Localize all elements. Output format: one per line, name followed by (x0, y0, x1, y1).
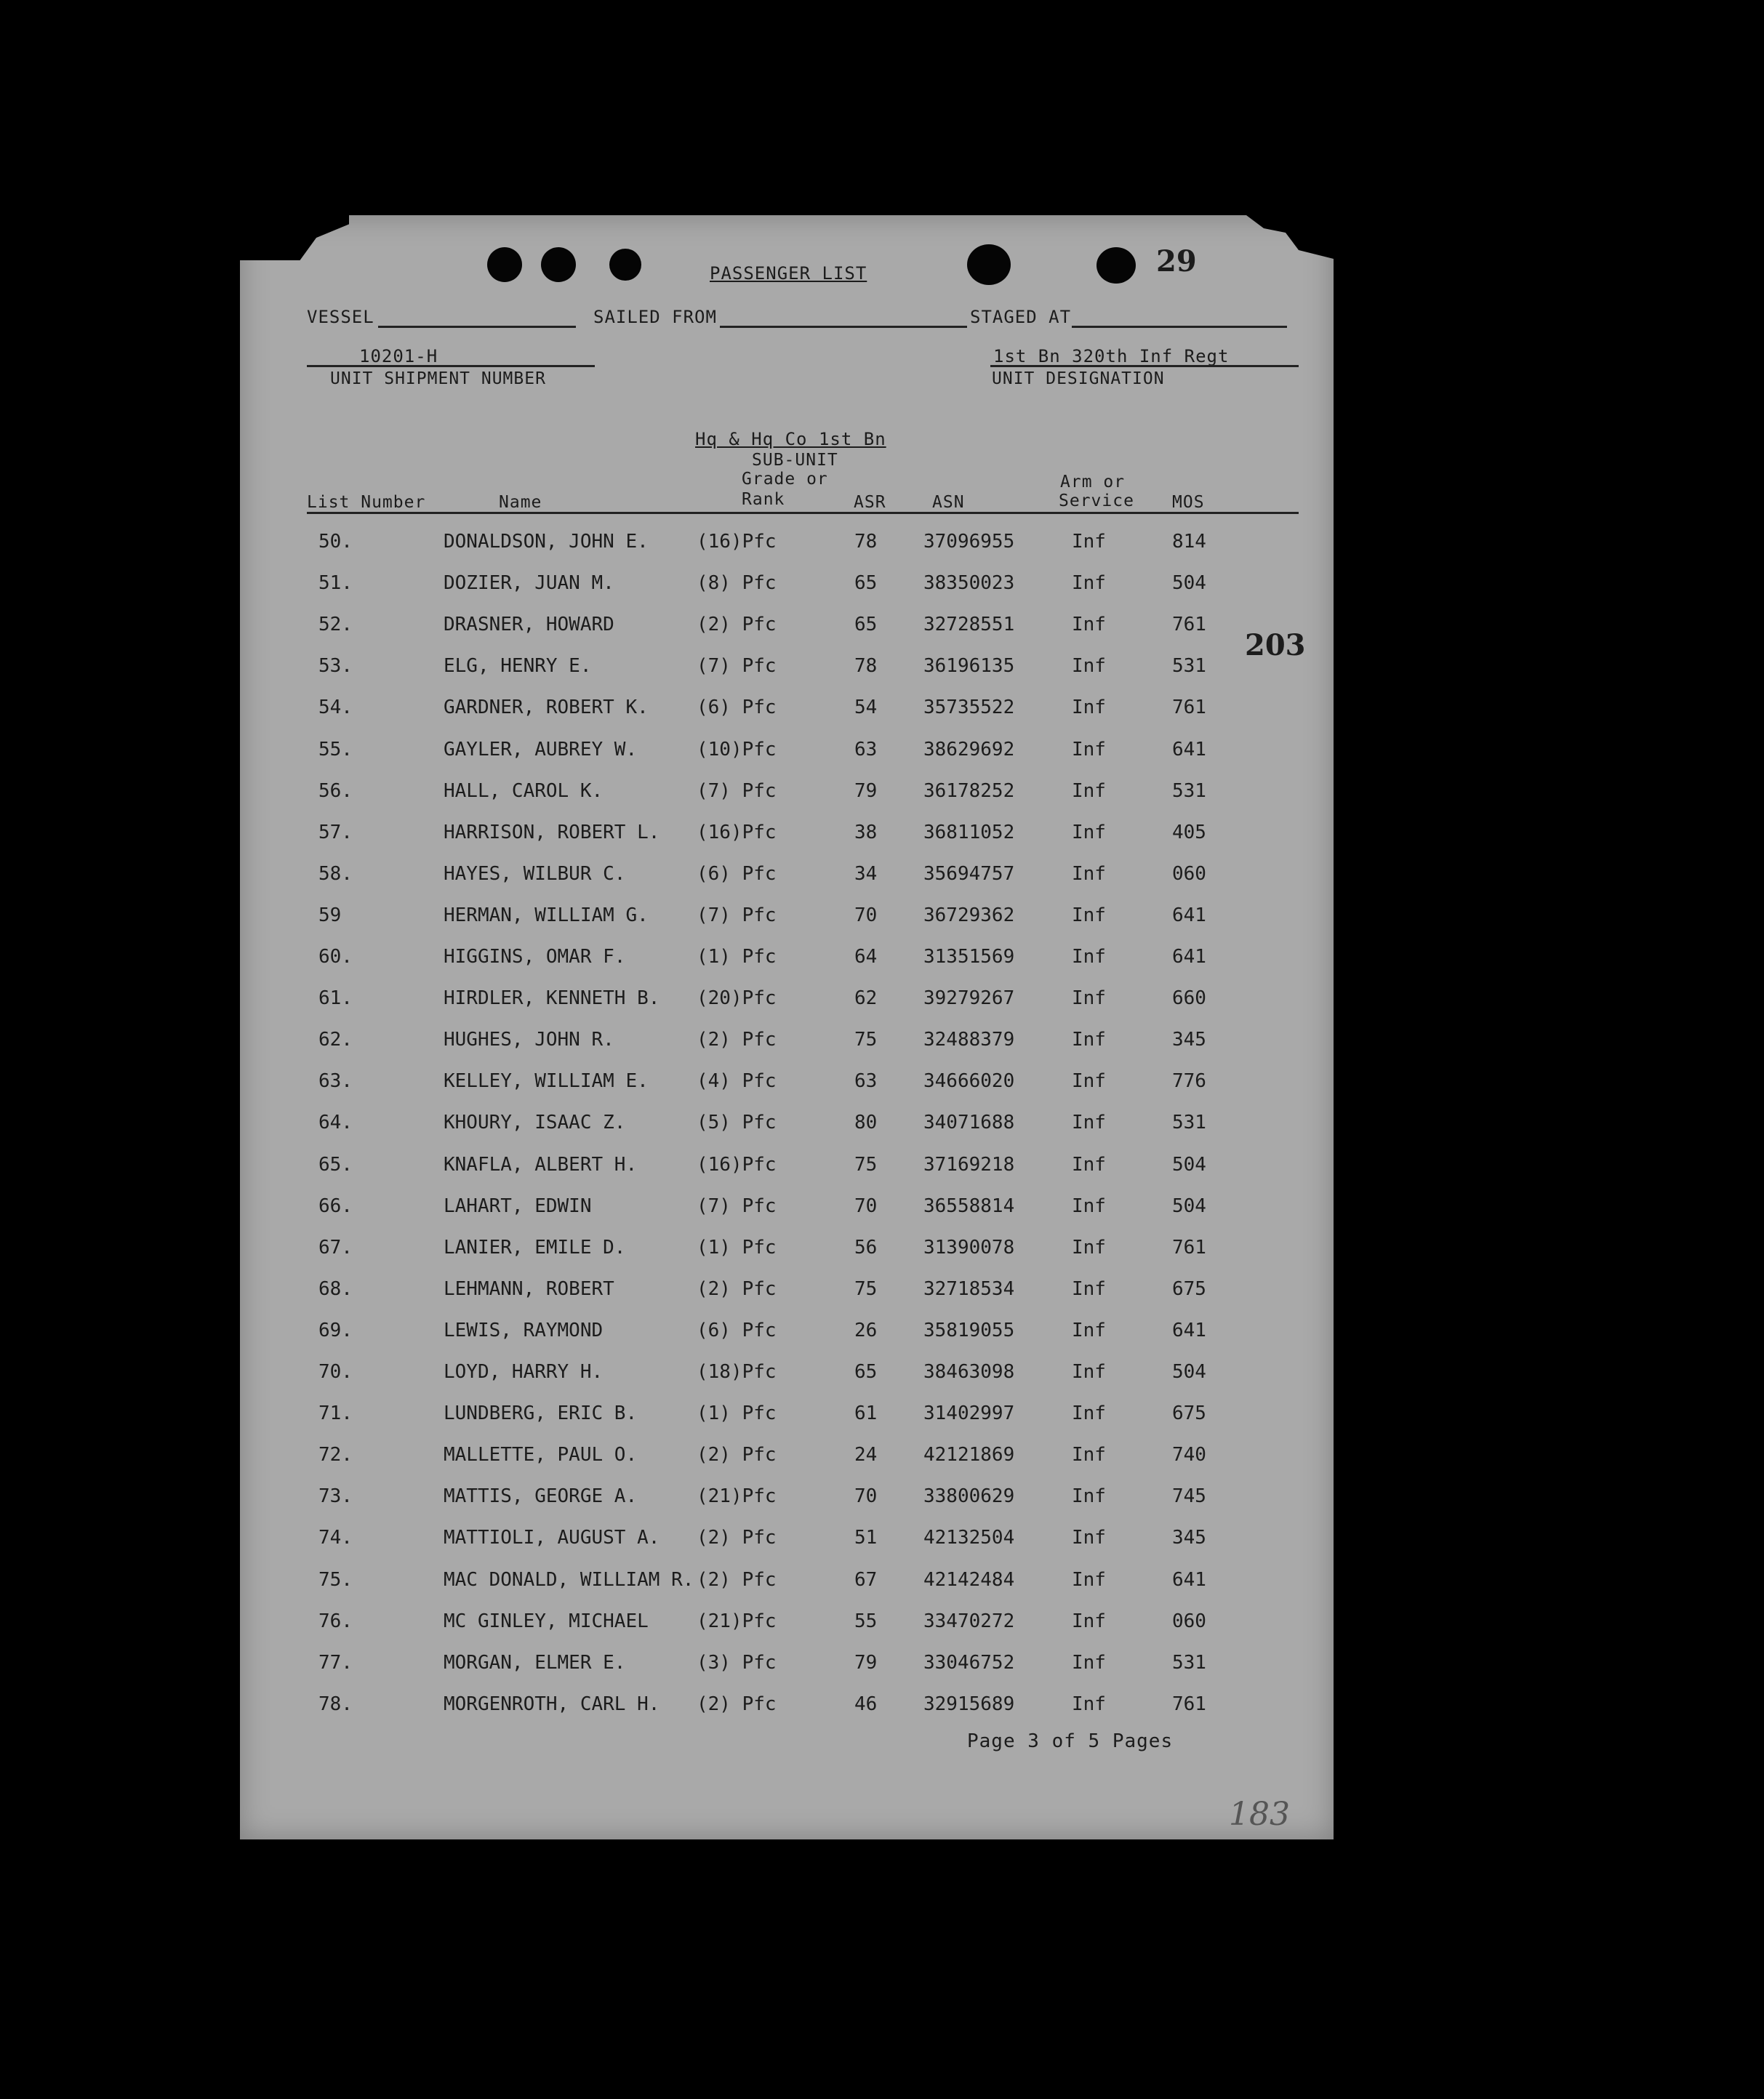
mos-code: 060 (1172, 1610, 1206, 1632)
arm-service: Inf (1072, 1029, 1106, 1051)
arm-service: Inf (1072, 1568, 1106, 1591)
passenger-name: MATTIS, GEORGE A. (444, 1485, 638, 1508)
table-row (240, 1070, 1334, 1112)
mos-code: 675 (1172, 1277, 1206, 1300)
table-row (240, 1154, 1334, 1195)
asr-score: 38 (854, 821, 878, 843)
table-row (240, 1485, 1334, 1527)
table-row (240, 697, 1334, 738)
mos-code: 740 (1172, 1444, 1206, 1466)
mos-code: 531 (1172, 1112, 1206, 1134)
table-row (240, 1569, 1334, 1610)
table-row (240, 531, 1334, 572)
list-number: 77. (318, 1651, 353, 1674)
side-number-stamp: 203 (1245, 628, 1306, 662)
passenger-name: KNAFLA, ALBERT H. (444, 1153, 638, 1176)
list-number: 61. (318, 987, 353, 1010)
list-number: 60. (318, 946, 353, 968)
list-number: 76. (318, 1610, 353, 1632)
list-number: 78. (318, 1693, 353, 1715)
list-number: 73. (318, 1485, 353, 1508)
asr-score: 34 (854, 862, 878, 885)
mos-code: 675 (1172, 1402, 1206, 1425)
header-rule (307, 512, 1299, 514)
staged-at-label: STAGED AT (970, 307, 1072, 327)
table-row (240, 1320, 1334, 1361)
column-header-asn: ASN (932, 493, 965, 512)
passenger-name: MAC DONALD, WILLIAM R. (444, 1568, 694, 1591)
passenger-name: LEWIS, RAYMOND (444, 1319, 604, 1341)
mos-code: 531 (1172, 655, 1206, 678)
asn-number: 31351569 (923, 946, 1015, 968)
list-number: 53. (318, 655, 353, 678)
arm-service: Inf (1072, 738, 1106, 760)
grade-rank: (4) Pfc (697, 1070, 777, 1093)
asr-score: 51 (854, 1527, 878, 1549)
grade-rank: (21)Pfc (697, 1485, 777, 1508)
punch-hole (1097, 247, 1136, 284)
table-row (240, 1278, 1334, 1320)
asn-number: 39279267 (923, 987, 1015, 1010)
grade-rank: (20)Pfc (697, 987, 777, 1010)
grade-rank: (10)Pfc (697, 738, 777, 760)
mos-code: 761 (1172, 697, 1206, 719)
grade-rank: (2) Pfc (697, 1444, 777, 1466)
grade-rank: (1) Pfc (697, 1402, 777, 1425)
mos-code: 531 (1172, 1651, 1206, 1674)
passenger-name: DRASNER, HOWARD (444, 614, 614, 636)
sailed-from-label: SAILED FROM (593, 307, 717, 327)
grade-rank: (16)Pfc (697, 821, 777, 843)
asr-score: 75 (854, 1153, 878, 1176)
passenger-name: MALLETTE, PAUL O. (444, 1444, 638, 1466)
grade-rank: (2) Pfc (697, 1277, 777, 1300)
arm-service: Inf (1072, 1153, 1106, 1176)
unit-designation-label: UNIT DESIGNATION (992, 369, 1165, 388)
asr-score: 70 (854, 1485, 878, 1508)
arm-service: Inf (1072, 821, 1106, 843)
arm-service: Inf (1072, 1277, 1106, 1300)
asn-number: 33800629 (923, 1485, 1015, 1508)
table-row (240, 1361, 1334, 1402)
list-number: 58. (318, 862, 353, 885)
handwritten-number: 183 (1229, 1796, 1290, 1833)
list-number: 71. (318, 1402, 353, 1425)
mos-code: 776 (1172, 1070, 1206, 1093)
grade-rank: (21)Pfc (697, 1610, 777, 1632)
asr-score: 79 (854, 1651, 878, 1674)
arm-service: Inf (1072, 779, 1106, 802)
grade-rank: (6) Pfc (697, 697, 777, 719)
arm-service: Inf (1072, 1485, 1106, 1508)
asr-score: 62 (854, 987, 878, 1010)
asr-score: 61 (854, 1402, 878, 1425)
table-row (240, 1195, 1334, 1237)
passenger-name: HIGGINS, OMAR F. (444, 946, 626, 968)
asr-score: 46 (854, 1693, 878, 1715)
asr-score: 70 (854, 904, 878, 926)
asn-number: 35694757 (923, 862, 1015, 885)
passenger-name: GAYLER, AUBREY W. (444, 738, 638, 760)
arm-service: Inf (1072, 1070, 1106, 1093)
table-row (240, 1402, 1334, 1444)
passenger-name: HUGHES, JOHN R. (444, 1029, 614, 1051)
passenger-name: KELLEY, WILLIAM E. (444, 1070, 649, 1093)
grade-rank: (16)Pfc (697, 531, 777, 553)
asn-number: 33470272 (923, 1610, 1015, 1632)
passenger-name: HIRDLER, KENNETH B. (444, 987, 660, 1010)
asn-number: 36811052 (923, 821, 1015, 843)
column-header-grade: Grade or (742, 470, 828, 489)
grade-rank: (2) Pfc (697, 1693, 777, 1715)
mos-code: 345 (1172, 1029, 1206, 1051)
table-row (240, 739, 1334, 780)
mos-code: 504 (1172, 1361, 1206, 1383)
arm-service: Inf (1072, 572, 1106, 595)
passenger-name: LOYD, HARRY H. (444, 1361, 604, 1383)
column-header-list-number: List Number (307, 493, 426, 512)
grade-rank: (7) Pfc (697, 904, 777, 926)
table-row (240, 572, 1334, 614)
list-number: 74. (318, 1527, 353, 1549)
list-number: 66. (318, 1195, 353, 1217)
table-row (240, 863, 1334, 904)
asn-number: 42132504 (923, 1527, 1015, 1549)
punch-hole (487, 247, 522, 282)
mos-code: 641 (1172, 1319, 1206, 1341)
mos-code: 660 (1172, 987, 1206, 1010)
column-header-asr: ASR (854, 493, 886, 512)
list-number: 55. (318, 738, 353, 760)
column-header-service: Service (1059, 491, 1134, 510)
asn-number: 35819055 (923, 1319, 1015, 1341)
arm-service: Inf (1072, 987, 1106, 1010)
grade-rank: (2) Pfc (697, 1568, 777, 1591)
table-row (240, 655, 1334, 697)
document-title: PASSENGER LIST (710, 263, 867, 284)
punch-hole (541, 247, 576, 282)
mos-code: 641 (1172, 1568, 1206, 1591)
grade-rank: (7) Pfc (697, 779, 777, 802)
mos-code: 504 (1172, 1153, 1206, 1176)
asr-score: 65 (854, 572, 878, 595)
list-number: 67. (318, 1236, 353, 1259)
table-row (240, 1527, 1334, 1568)
passenger-name: MATTIOLI, AUGUST A. (444, 1527, 660, 1549)
passenger-name: DONALDSON, JOHN E. (444, 531, 649, 553)
list-number: 72. (318, 1444, 353, 1466)
asr-score: 56 (854, 1236, 878, 1259)
asn-number: 31390078 (923, 1236, 1015, 1259)
table-row (240, 1112, 1334, 1153)
unit-shipment-number-line (307, 365, 595, 367)
list-number: 51. (318, 572, 353, 595)
grade-rank: (5) Pfc (697, 1112, 777, 1134)
mos-code: 504 (1172, 1195, 1206, 1217)
arm-service: Inf (1072, 1651, 1106, 1674)
passenger-name: DOZIER, JUAN M. (444, 572, 614, 595)
list-number: 62. (318, 1029, 353, 1051)
passenger-name: HAYES, WILBUR C. (444, 862, 626, 885)
mos-code: 641 (1172, 904, 1206, 926)
list-number: 65. (318, 1153, 353, 1176)
passenger-list-page (240, 215, 1334, 1839)
torn-edge-right (1246, 215, 1334, 259)
punch-hole (967, 244, 1011, 285)
passenger-name: LEHMANN, ROBERT (444, 1277, 614, 1300)
mos-code: 641 (1172, 946, 1206, 968)
arm-service: Inf (1072, 1402, 1106, 1425)
list-number: 69. (318, 1319, 353, 1341)
list-number: 70. (318, 1361, 353, 1383)
mos-code: 504 (1172, 572, 1206, 595)
asn-number: 36196135 (923, 655, 1015, 678)
mos-code: 531 (1172, 779, 1206, 802)
table-row (240, 904, 1334, 946)
arm-service: Inf (1072, 1319, 1106, 1341)
table-row (240, 822, 1334, 863)
column-header-name: Name (499, 493, 542, 512)
mos-code: 745 (1172, 1485, 1206, 1508)
vessel-blank (378, 326, 576, 328)
table-row (240, 1237, 1334, 1278)
mos-code: 641 (1172, 738, 1206, 760)
table-row (240, 1029, 1334, 1070)
passenger-name: LANIER, EMILE D. (444, 1236, 626, 1259)
passenger-name: LAHART, EDWIN (444, 1195, 592, 1217)
passenger-name: GARDNER, ROBERT K. (444, 697, 649, 719)
grade-rank: (7) Pfc (697, 1195, 777, 1217)
grade-rank: (8) Pfc (697, 572, 777, 595)
list-number: 54. (318, 697, 353, 719)
table-row (240, 1444, 1334, 1485)
sub-unit-label: SUB-UNIT (752, 451, 838, 470)
asr-score: 63 (854, 1070, 878, 1093)
asr-score: 79 (854, 779, 878, 802)
arm-service: Inf (1072, 655, 1106, 678)
mos-code: 761 (1172, 614, 1206, 636)
mos-code: 405 (1172, 821, 1206, 843)
arm-service: Inf (1072, 1527, 1106, 1549)
arm-service: Inf (1072, 946, 1106, 968)
grade-rank: (6) Pfc (697, 862, 777, 885)
grade-rank: (1) Pfc (697, 946, 777, 968)
asr-score: 70 (854, 1195, 878, 1217)
table-row (240, 780, 1334, 822)
list-number: 75. (318, 1568, 353, 1591)
list-number: 68. (318, 1277, 353, 1300)
arm-service: Inf (1072, 1610, 1106, 1632)
asr-score: 55 (854, 1610, 878, 1632)
asn-number: 42121869 (923, 1444, 1015, 1466)
asr-score: 65 (854, 1361, 878, 1383)
grade-rank: (2) Pfc (697, 1029, 777, 1051)
asr-score: 24 (854, 1444, 878, 1466)
sub-unit-value: Hq & Hq Co 1st Bn (695, 429, 886, 449)
passenger-name: ELG, HENRY E. (444, 655, 592, 678)
grade-rank: (2) Pfc (697, 1527, 777, 1549)
arm-service: Inf (1072, 614, 1106, 636)
arm-service: Inf (1072, 1693, 1106, 1715)
list-number: 63. (318, 1070, 353, 1093)
asn-number: 38463098 (923, 1361, 1015, 1383)
mos-code: 761 (1172, 1236, 1206, 1259)
asn-number: 38350023 (923, 572, 1015, 595)
passenger-name: LUNDBERG, ERIC B. (444, 1402, 638, 1425)
asr-score: 75 (854, 1277, 878, 1300)
asr-score: 64 (854, 946, 878, 968)
asn-number: 36178252 (923, 779, 1015, 802)
punch-hole (609, 249, 641, 281)
arm-service: Inf (1072, 1112, 1106, 1134)
arm-service: Inf (1072, 862, 1106, 885)
passenger-name: HARRISON, ROBERT L. (444, 821, 660, 843)
staged-at-blank (1072, 326, 1287, 328)
passenger-name: HALL, CAROL K. (444, 779, 604, 802)
mos-code: 814 (1172, 531, 1206, 553)
column-header-rank: Rank (742, 490, 785, 509)
table-row (240, 987, 1334, 1029)
torn-edge-left (240, 215, 349, 260)
table-row (240, 946, 1334, 987)
unit-shipment-number-value: 10201-H (359, 346, 438, 366)
asr-score: 75 (854, 1029, 878, 1051)
column-header-arm: Arm or (1060, 473, 1126, 491)
asn-number: 37169218 (923, 1153, 1015, 1176)
table-row (240, 614, 1334, 655)
asn-number: 33046752 (923, 1651, 1015, 1674)
asr-score: 65 (854, 614, 878, 636)
asn-number: 35735522 (923, 697, 1015, 719)
arm-service: Inf (1072, 1236, 1106, 1259)
asn-number: 34666020 (923, 1070, 1015, 1093)
list-number: 59 (318, 904, 342, 926)
passenger-name: MORGENROTH, CARL H. (444, 1693, 660, 1715)
arm-service: Inf (1072, 531, 1106, 553)
vessel-label: VESSEL (307, 307, 374, 327)
asr-score: 67 (854, 1568, 878, 1591)
list-number: 56. (318, 779, 353, 802)
passenger-name: KHOURY, ISAAC Z. (444, 1112, 626, 1134)
asn-number: 42142484 (923, 1568, 1015, 1591)
asr-score: 54 (854, 697, 878, 719)
arm-service: Inf (1072, 697, 1106, 719)
passenger-name: MC GINLEY, MICHAEL (444, 1610, 649, 1632)
passenger-name: MORGAN, ELMER E. (444, 1651, 626, 1674)
asr-score: 80 (854, 1112, 878, 1134)
grade-rank: (1) Pfc (697, 1236, 777, 1259)
grade-rank: (6) Pfc (697, 1319, 777, 1341)
column-header-mos: MOS (1172, 493, 1205, 512)
asn-number: 32728551 (923, 614, 1015, 636)
mos-code: 761 (1172, 1693, 1206, 1715)
mos-code: 060 (1172, 862, 1206, 885)
asr-score: 78 (854, 655, 878, 678)
asn-number: 36558814 (923, 1195, 1015, 1217)
asr-score: 63 (854, 738, 878, 760)
grade-rank: (16)Pfc (697, 1153, 777, 1176)
table-row (240, 1652, 1334, 1693)
passenger-name: HERMAN, WILLIAM G. (444, 904, 649, 926)
grade-rank: (2) Pfc (697, 614, 777, 636)
asn-number: 31402997 (923, 1402, 1015, 1425)
list-number: 50. (318, 531, 353, 553)
table-row (240, 1693, 1334, 1735)
arm-service: Inf (1072, 1444, 1106, 1466)
asn-number: 34071688 (923, 1112, 1015, 1134)
arm-service: Inf (1072, 904, 1106, 926)
list-number: 57. (318, 821, 353, 843)
grade-rank: (18)Pfc (697, 1361, 777, 1383)
asr-score: 26 (854, 1319, 878, 1341)
page-footer: Page 3 of 5 Pages (967, 1730, 1174, 1752)
grade-rank: (3) Pfc (697, 1651, 777, 1674)
asn-number: 32915689 (923, 1693, 1015, 1715)
arm-service: Inf (1072, 1361, 1106, 1383)
asn-number: 32488379 (923, 1029, 1015, 1051)
grade-rank: (7) Pfc (697, 655, 777, 678)
table-row (240, 1610, 1334, 1652)
sailed-from-blank (720, 326, 967, 328)
asn-number: 36729362 (923, 904, 1015, 926)
asn-number: 38629692 (923, 738, 1015, 760)
unit-shipment-number-label: UNIT SHIPMENT NUMBER (330, 369, 546, 388)
arm-service: Inf (1072, 1195, 1106, 1217)
unit-designation-value: 1st Bn 320th Inf Regt (993, 346, 1230, 366)
mos-code: 345 (1172, 1527, 1206, 1549)
unit-designation-line (990, 365, 1299, 367)
list-number: 64. (318, 1112, 353, 1134)
list-number: 52. (318, 614, 353, 636)
asn-number: 37096955 (923, 531, 1015, 553)
page-number-stamp: 29 (1156, 244, 1197, 278)
asn-number: 32718534 (923, 1277, 1015, 1300)
asr-score: 78 (854, 531, 878, 553)
